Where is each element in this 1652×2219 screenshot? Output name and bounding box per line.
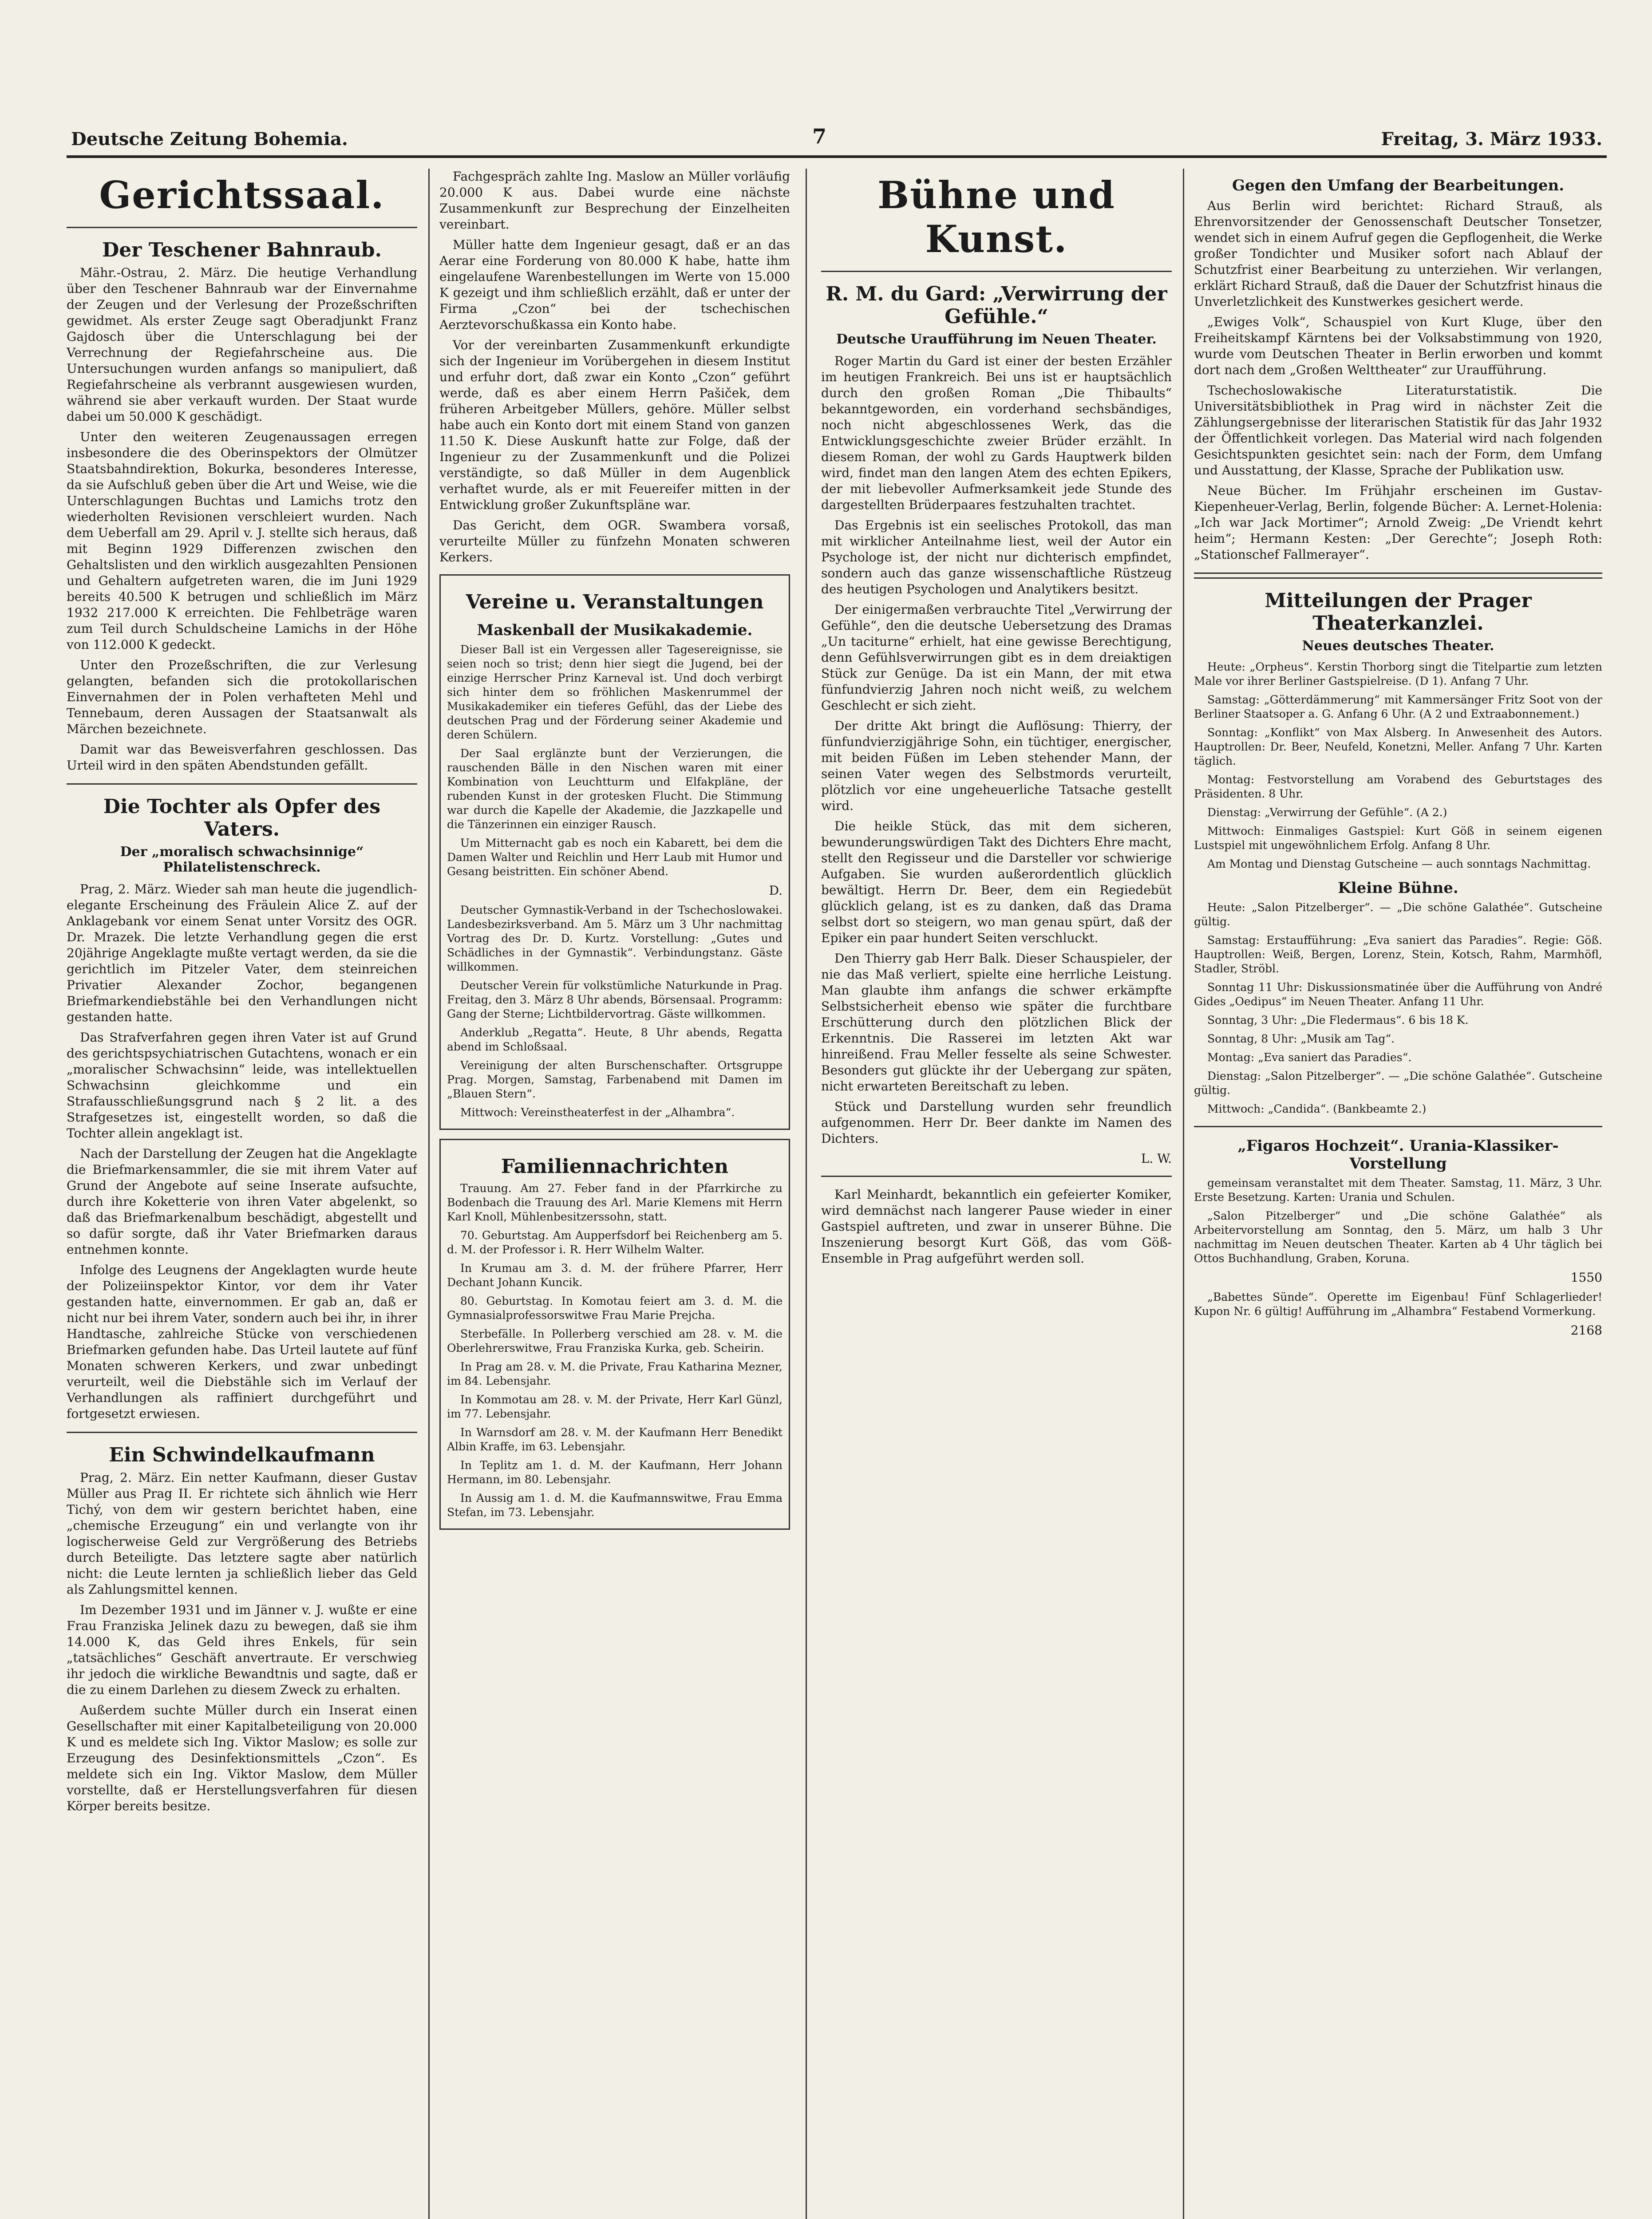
column-rule	[1183, 169, 1184, 2219]
article-paragraph: Im Dezember 1931 und im Jänner v. J. wußte er eine Frau Franziska Jelinek dazu zu bewegen, daß sie ihm 14.000 K, das Geld ihres Enkels, für sein „tatsächliches“ Geschäft anvertraute. Er verschwieg ihr jedoch die wirkliche Bewandtnis und sagte, daß er die zu einem Darlehen zu diesem Zweck zu erhalten.	[67, 1603, 417, 1697]
article-title: Der Teschener Bahnraub.	[102, 239, 382, 261]
notice: 70. Geburtstag. Am Aupperfsdorf bei Reichenberg am 5. d. M. der Professor i. R. Herr Wilhelm Walter.	[447, 1229, 783, 1256]
notice: Vereinigung der alten Burschenschafter. Ortsgruppe Prag. Morgen, Samstag, Farbenabend mit Damen im „Blauen Stern“.	[447, 1059, 783, 1100]
column-rule	[428, 169, 430, 2219]
section-title-gerichtssaal: Gerichtssaal.	[99, 173, 385, 217]
theater-subtitle: Neues deutsches Theater.	[1302, 638, 1494, 654]
article-paragraph: Prag, 2. März. Ein netter Kaufmann, dieser Gustav Müller aus Prag II. Er richtete sich ähnlich wie Herr Tichý, von dem wir gestern berichtet haben, eine „chemische Erzeugung“ ein und verlangte von ihr logischerweise Geld zur Vergrößerung des Betriebs durch Beteiligte. Das letztere sagte aber natürlich nicht: die Leute lernten ja schließlich lieber das Geld als Zahlungsmittel kennen.	[67, 1470, 417, 1597]
notice: Anderklub „Regatta“. Heute, 8 Uhr abends, Regatta abend im Schloßsaal.	[447, 1026, 783, 1053]
program-entry: Montag: Festvorstellung am Vorabend des Geburtstages des Präsidenten. 8 Uhr.	[1194, 773, 1602, 800]
article-title: Maskenball der Musikakademie.	[477, 621, 753, 639]
notice: In Teplitz am 1. d. M. der Kaufmann, Herr Johann Hermann, im 80. Lebensjahr.	[447, 1459, 783, 1486]
program-entry: Samstag: „Götterdämmerung“ mit Kammersänger Fritz Soot von der Berliner Staatsoper a. G. Anfang 6 Uhr. (A 2 und Extraabonnement.)	[1194, 693, 1602, 720]
ad-code: 2168	[1570, 1323, 1602, 1338]
program-entry: Dienstag: „Salon Pitzelberger“. — „Die schöne Galathée“. Gutscheine gültig.	[1194, 1070, 1602, 1097]
program-entry: Mittwoch: Einmaliges Gastspiel: Kurt Göß in seinem eigenen Lustspiel mit ungewöhnlichem Erfolg. Anfang 8 Uhr.	[1194, 825, 1602, 852]
notice: Mittwoch: Vereinstheaterfest in der „Alhambra“.	[460, 1106, 735, 1119]
kleine-buehne-title: Kleine Bühne.	[1338, 879, 1458, 897]
article-paragraph: Der Saal erglänzte bunt der Verzierungen, die rauschenden Bälle in den Nischen waren mit einer Kombination von Leuchtturm und Elfakpläne, der rubenden Kunst in der grotesken Flucht. Die Stimmung war durch die Kapelle der Akademie, die Jazzkapelle und die Tänzerinnen ein einziger Rausch.	[447, 747, 783, 831]
program-entry: „Babettes Sünde“. Operette im Eigenbau! Fünf Schlagerlieder! Kupon Nr. 6 gültig! Aufführung im „Alhambra“ Festabend Vormerkung.	[1194, 1291, 1602, 1318]
program-entry: Sonntag 11 Uhr: Diskussionsmatinée über die Aufführung von André Gides „Oedipus“ im Neuen Theater. Anfang 11 Uhr.	[1194, 981, 1602, 1008]
article-paragraph: Um Mitternacht gab es noch ein Kabarett, bei dem die Damen Walter und Reichlin und Herr Laub mit Humor und Gesang beistritten. Ein schöner Abend.	[447, 837, 783, 878]
notice: Sterbefälle. In Pollerberg verschied am 28. v. M. die Oberlehrerswitwe, Frau Franziska Kurka, geb. Scheirin.	[447, 1327, 783, 1354]
program-entry: Heute: „Orpheus“. Kerstin Thorborg singt die Titelpartie zum letzten Male vor ihrer Berliner Gastspielreise. (D 1). Anfang 7 Uhr.	[1194, 660, 1602, 687]
program-entry: Heute: „Salon Pitzelberger“. — „Die schöne Galathée“. Gutscheine gültig.	[1194, 901, 1602, 928]
article-title: Die Tochter als Opfer des Vaters.	[103, 795, 381, 841]
program-entry: Mittwoch: „Candida“. (Bankbeamte 2.)	[1207, 1102, 1427, 1115]
article-title: Gegen den Umfang der Bearbeitungen.	[1232, 177, 1565, 194]
article-paragraph: Stück und Darstellung wurden sehr freundlich aufgenommen. Herr Dr. Beer dankte im Namen des Dichters.	[821, 1099, 1172, 1146]
article-schwindelkaufmann	[67, 1444, 417, 1814]
article-paragraph: Unter den Prozeßschriften, die zur Verlesung gelangten, befanden sich die protokollarischen Einvernahmen der in Polen verhafteten Mehl und Tennebaum, deren Aussagen der Staatsanwalt als Märchen bezeichnete.	[67, 658, 417, 736]
program-entry: Dienstag: „Verwirrung der Gefühle“. (A 2.)	[1207, 806, 1447, 819]
article-paragraph: Das Strafverfahren gegen ihren Vater ist auf Grund des gerichtspsychiatrischen Gutachtens, wonach er ein „moralischer Schwachsinn“ leide, was intellektuellen Schwachsinn gleichkomme und ein Strafausschließungsgrund nach § 2 lit. a des Strafgesetzes ist, eingestellt worden, so daß die Tochter allein angeklagt ist.	[67, 1030, 417, 1141]
notice: 80. Geburtstag. In Komotau feiert am 3. d. M. die Gymnasialprofessorswitwe Frau Marie Prejcha.	[447, 1295, 783, 1322]
article-paragraph: Den Thierry gab Herr Balk. Dieser Schauspieler, der nie das Maß verliert, spielte eine herrliche Leistung. Man glaubte ihm anfangs die schwer erkämpfte Selbstsicherheit ebenso wie später die furchtbare Erschütterung durch den plötzlichen Blick der Erkenntnis. Die Rasserei im letzten Akt war hinreißend. Frau Meller fesselte als seine Schwester. Besonders gut glückte ihr der Uebergang zur späten, nicht erwarteten Bereitschaft zu leben.	[821, 951, 1172, 1094]
article-paragraph: Vor der vereinbarten Zusammenkunft erkundigte sich der Ingenieur im Vorübergehen in diesem Institut und erfuhr dort, daß zwar ein Konto „Czon“ geführt werde, daß es aber einem Herrn Pašiček, dem früheren Arbeitgeber Müllers, gehöre. Müller selbst habe auch ein Konto dort mit einem Stand von ganzen 11.50 K. Diese Auskunft hatte zur Folge, daß der Ingenieur zu der Zusammenkunft und die Polizei verständigte, so daß Müller in dem Augenblick verhaftet wurde, als er mit Feuereifer mitten in der Entwicklung großer Zukunftspläne war.	[439, 338, 790, 512]
article-subtitle: Deutsche Uraufführung im Neuen Theater.	[836, 332, 1157, 347]
section-title-buehne: Bühne und Kunst.	[877, 173, 1115, 261]
program-entry: Montag: „Eva saniert das Paradies“.	[1207, 1051, 1412, 1064]
issue-date: Freitag, 3. März 1933.	[1381, 129, 1602, 150]
paper-name: Deutsche Zeitung Bohemia.	[71, 129, 348, 150]
column-rule	[806, 169, 807, 2219]
newspaper-page	[67, 120, 1607, 2219]
page-header	[67, 120, 1607, 158]
program-entry: Sonntag, 3 Uhr: „Die Fledermaus“. 6 bis 18 K.	[1207, 1014, 1469, 1027]
section-heading-vereine: Vereine u. Veranstaltungen	[466, 591, 764, 613]
article-paragraph: Das Gericht, dem OGR. Swambera vorsaß, verurteilte Müller zu fünfzehn Monaten schweren Kerkers.	[439, 518, 790, 565]
ad-code: 1550	[1570, 1270, 1602, 1285]
article-paragraph: Nach der Darstellung der Zeugen hat die Angeklagte die Briefmarkensammler, die sie mit ihrem Vater auf Grund der Angebote auf seine Inserate aufsuchte, durch ihre Koketterie von ihren Vater abgelenkt, so daß das Briefmarkenalbum beschädigt, abgestellt und so dafür sorgte, daß ihr Vater Briefmarken daraus entnehmen konnte.	[67, 1146, 417, 1257]
article-paragraph: Außerdem suchte Müller durch ein Inserat einen Gesellschafter mit einer Kapitalbeteiligung von 20.000 K und es meldete sich Ing. Viktor Maslow; es solle zur Erzeugung des Desinfektionsmittels „Czon“. Es meldete sich ein Ing. Viktor Maslow, dem Müller vorstellte, daß er Herstellungsverfahren für diesen Körper bereits besitze.	[67, 1703, 417, 1813]
page-number: 7	[812, 124, 827, 148]
article-paragraph: Dieser Ball ist ein Vergessen aller Tagesereignisse, sie seien noch so trist; denn hier siegt die Jugend, bei der einzige Herrscher Prinz Karneval ist. Und doch verbirgt sich hinter dem so fröhlichen Maskenrummel der Musikakademiker ein tieferes Gefühl, das der Liebe des deutschen Prag und der Förderung seiner Akademie und deren Schülern.	[447, 643, 783, 741]
article-paragraph: Karl Meinhardt, bekanntlich ein gefeierter Komiker, wird demnächst nach langerer Pause wieder in einer Gastspiel auftreten, und zwar in unserer Bühne. Die Inszenierung besorgt Kurt Göß, das vom Göß-Ensemble in Prag aufgeführt werden soll.	[821, 1187, 1172, 1266]
program-entry: Am Montag und Dienstag Gutscheine — auch sonntags Nachmittag.	[1207, 857, 1591, 870]
article-paragraph: Damit war das Beweisverfahren geschlossen. Das Urteil wird in den späten Abendstunden gefällt.	[67, 742, 417, 773]
article-paragraph: Infolge des Leugnens der Angeklagten wurde heute der Polizeiinspektor Kintor, vor dem ihr Vater gestanden hatte, einvernommen. Er gab an, daß er nicht nur bei ihrem Vater, sondern auch bei ihr, in ihrer Handtasche, zahlreiche Stücke von verschiedenen Briefmarken gefunden habe. Das Urteil lautete auf fünf Monaten schweren Kerkers, und zwar unbedingt verurteilt, weil die Diebstähle sich im Verlauf der Verhandlungen als raffiniert durchgeführt und fortgesetzt erwiesen.	[67, 1263, 417, 1421]
signature: D.	[769, 883, 783, 898]
program-entry: Sonntag: „Konflikt“ von Max Alsberg. In Anwesenheit des Autors. Hauptrollen: Dr. Beer, Neufeld, Konetzni, Meller. Anfang 7 Uhr. Karten täglich.	[1194, 726, 1602, 767]
article-title: Ein Schwindelkaufmann	[109, 1444, 375, 1466]
article-paragraph: Tschechoslowakische Literaturstatistik. Die Universitätsbibliothek in Prag wird in nächster Zeit die Zählungsergebnisse der literarischen Statistik für das Jahr 1932 der Öffentlichkeit vorlegen. Das Material wird nach folgenden Gesichtspunkten gesichtet sein: nach der Form, dem Umfang und Ausstattung, der Klasse, Sprache der Publikation usw.	[1194, 383, 1602, 478]
article-paragraph: Müller hatte dem Ingenieur gesagt, daß er an das Aerar eine Forderung von 80.000 K habe, hatte ihm eingelaufene Warenbestellungen im Werte von 15.000 K gezeigt und ihm schließlich erzählt, daß er unter der Firma „Czon“ bei der tschechischen Aerztevorschußkassa ein Konto habe.	[439, 237, 790, 332]
notice: In Krumau am 3. d. M. der frühere Pfarrer, Herr Dechant Johann Kuncik.	[447, 1262, 783, 1289]
article-paragraph: Neue Bücher. Im Frühjahr erscheinen im Gustav-Kiepenheuer-Verlag, Berlin, folgende Bücher: A. Lernet-Holenia: „Ich war Jack Mortimer“; Arnold Zweig: „De Vriendt kehrt heim“; Hermann Kesten: „Der Gerechte“; Joseph Roth: „Stationschef Fallmerayer“.	[1194, 483, 1602, 562]
article-paragraph: Unter den weiteren Zeugenaussagen erregen insbesondere die des Oberinspektors der Olmützer Staatsbahndirektion, Bokurka, besonderes Interesse, da sie Aufschluß geben über die Art und Weise, wie die Unterschlagungen Buchtas und Lamichs trotz den wiederholten Revisionen verschleiert wurden. Nach dem Ueberfall am 29. April v. J. stellte sich heraus, daß mit Beginn 1929 Differenzen zwischen den Gehaltslisten und den wirklich ausgezahlten Pensionen und Gehaltern aufgetreten waren, die im Juni 1929 bereits 40.500 K betrugen und schließlich im März 1932 217.000 K erreichten. Die Fehlbeträge waren zum Teil durch Schuldscheine Lamichs in der Höhe von 112.000 K gedeckt.	[67, 430, 417, 652]
notice: In Warnsdorf am 28. v. M. der Kaufmann Herr Benedikt Albin Kraffe, im 63. Lebensjahr.	[447, 1426, 783, 1453]
article-paragraph: Roger Martin du Gard ist einer der besten Erzähler im heutigen Frankreich. Bei uns ist er hauptsächlich durch den großen Roman „Die Thibaults“ bekanntgeworden, ein vorderhand sechsbändiges, noch nicht abgeschlossenes Werk, das die Entwicklungsgeschichte zweier Brüder erzählt. In diesem Roman, der wohl zu Gards Hauptwerk bilden wird, findet man den langen Atem des echten Epikers, der mit liebevoller Aufmerksamkeit jede Stunde des dargestellten Brüderpaares festzuhalten trachtet.	[821, 354, 1172, 512]
column-4	[1194, 169, 1602, 2219]
column-1	[67, 169, 417, 2219]
signature: L. W.	[1141, 1151, 1172, 1166]
program-entry: Sonntag, 8 Uhr: „Musik am Tag“.	[1207, 1032, 1395, 1045]
section-heading-familie: Familiennachrichten	[501, 1155, 729, 1178]
article-title: R. M. du Gard: „Verwirrung der Gefühle.“	[826, 283, 1167, 328]
article-tochter-opfer	[67, 795, 417, 1422]
column-2	[439, 169, 790, 2219]
theater-title: Mitteilungen der Prager Theaterkanzlei.	[1265, 589, 1532, 635]
notice: In Prag am 28. v. M. die Private, Frau Katharina Mezner, im 84. Lebensjahr.	[447, 1360, 783, 1387]
vereine-section	[439, 574, 790, 1130]
program-entry: „Salon Pitzelberger“ und „Die schöne Galathée“ als Arbeitervorstellung am Sonntag, den 5. März, um halb 3 Uhr nachmittag im Neuen deutschen Theater. Karten ab 4 Uhr täglich bei Ottos Buchhandlung, Graben, Koruna.	[1194, 1209, 1602, 1265]
article-paragraph: Prag, 2. März. Wieder sah man heute die jugendlich-elegante Erscheinung des Fräulein Alice Z. auf der Anklagebank vor einem Senat unter Vorsitz des OGR. Dr. Mrazek. Die letzte Verhandlung gegen die erst 20jährige Angeklagte mußte vertagt werden, da sie die gerichtlich im Pitzeler Vater, dem steinreichen Privatier Alexander Zochor, begangenen Briefmarkendiebstähle bei den Verhandlungen nicht gestanden hatte.	[67, 882, 417, 1024]
article-paragraph: Der dritte Akt bringt die Auflösung: Thierry, der fünfundvierzigjährige Sohn, ein tüchtiger, energischer, mit beiden Füßen im Leben stehender Mann, der seinen Vater wegen des Selbstmords verurteilt, plötzlich vor eine ungeheuerliche Tatsache gestellt wird.	[821, 719, 1172, 813]
notice: Deutscher Gymnastik-Verband in der Tschechoslowakei. Landesbezirksverband. Am 5. März um 3 Uhr nachmittag Vortrag des Dr. D. Kurtz. Vorstellung: „Gutes und Schädliches in der Gymnastik“. Verbindungstanz. Gäste willkommen.	[447, 904, 783, 973]
program-entry: gemeinsam veranstaltet mit dem Theater. Samstag, 11. März, 3 Uhr. Erste Besetzung. Karten: Urania und Schulen.	[1194, 1177, 1602, 1204]
program-entry: Samstag: Erstaufführung: „Eva saniert das Paradies“. Regie: Göß. Hauptrollen: Weiß, Bergen, Lorenz, Stein, Kotsch, Rahm, Marmhöfl, Stadler, Ströbl.	[1194, 934, 1602, 975]
article-teschener-bahnraub	[67, 239, 417, 774]
article-paragraph: Mähr.-Ostrau, 2. März. Die heutige Verhandlung über den Teschener Bahnraub war der Einvernahme der Zeugen und der Verlesung der Prozeßschriften gewidmet. Als erster Zeuge sagt Oberadjunkt Franz Gajdosch über die Unterschlagung bei der Verrechnung der Regiefahrscheine aus. Die Untersuchungen wurden anfangs so manipuliert, daß Regiefahrscheine als verbrannt ausgewiesen wurden, während sie aber verkauft wurden. Der Staat wurde dabei um 50.000 K geschädigt.	[67, 265, 417, 424]
article-paragraph: Aus Berlin wird berichtet: Richard Strauß, als Ehrenvorsitzender der Genossenschaft Deutscher Tonsetzer, wendet sich in einem Aufruf gegen die Gepflogenheit, die Werke großer Tondichter und Musiker sofort nach Ablauf der Schutzfrist einer Bearbeitung zu unterziehen. Wir verlangen, erklärt Richard Strauß, daß die Dauer der Schutzfrist hinaus die Unverletzlichkeit des Kunstwerkes gesichert werde.	[1194, 198, 1602, 309]
notice: Deutscher Verein für volkstümliche Naturkunde in Prag. Freitag, den 3. März 8 Uhr abends, Börsensaal. Programm: Gang der Sterne; Lichtbildervortrag. Gäste willkommen.	[447, 979, 783, 1020]
notice: In Aussig am 1. d. M. die Kaufmannswitwe, Frau Emma Stefan, im 73. Lebensjahr.	[447, 1492, 783, 1519]
column-3	[821, 169, 1172, 2219]
article-paragraph: „Ewiges Volk“, Schauspiel von Kurt Kluge, über den Freiheitskampf Kärntens bei der Volksabstimmung von 1920, wurde vom Deutschen Theater in Berlin erworben und kommt dort nach dem „Großen Welttheater“ zur Uraufführung.	[1194, 315, 1602, 377]
article-paragraph: Der einigermaßen verbrauchte Titel „Verwirrung der Gefühle“, den die deutsche Uebersetzung des Dramas „Un taciturne“ erhielt, hat eine gewisse Berechtigung, denn Gefühlsverwirrungen gibt es in dem dreiaktigen Stück zur Genüge. Da ist ein Mann, der mit etwa fünfundvierzig Jahren noch nicht weiß, zu welchem Geschlecht er sich zieht.	[821, 602, 1172, 713]
article-paragraph: Das Ergebnis ist ein seelisches Protokoll, das man mit wirklicher Anteilnahme liest, weil der Autor ein Psychologe ist, der nicht nur dichterisch empfindet, sondern auch das ganze wissenschaftliche Rüstzeug des heutigen Psychologen und Analytikers besitzt.	[821, 518, 1172, 596]
figaro-title: „Figaros Hochzeit“. Urania-Klassiker-Vorstellung	[1237, 1137, 1559, 1173]
article-paragraph: Fachgespräch zahlte Ing. Maslow an Müller vorläufig 20.000 K aus. Dabei wurde eine nächste Zusammenkunft zur Besprechung der Einzelheiten vereinbart.	[439, 169, 790, 232]
notice: In Kommotau am 28. v. M. der Private, Herr Karl Günzl, im 77. Lebensjahr.	[447, 1393, 783, 1420]
article-paragraph: Die heikle Stück, das mit dem sicheren, bewunderungswürdigen Takt des Dichters Ehre macht, stellt den Regisseur und die Darsteller vor schwierige Aufgaben. Sie wurden außerordentlich glücklich bewältigt. Herrn Dr. Beer, dem ein Regiedebüt glücklich gelang, ist es zu danken, daß das Drama selbst dort so steigern, wo man genau spürt, daß der Epiker ein paar hundert Seiten verschluckt.	[821, 819, 1172, 945]
familie-section	[439, 1139, 790, 1530]
article-subtitle: Der „moralisch schwachsinnige“ Philatelistenschreck.	[120, 844, 364, 875]
notice: Trauung. Am 27. Feber fand in der Pfarrkirche zu Bodenbach die Trauung des Arl. Marie Klemens mit Herrn Karl Knoll, Mühlenbesitzerssohn, statt.	[447, 1182, 783, 1223]
